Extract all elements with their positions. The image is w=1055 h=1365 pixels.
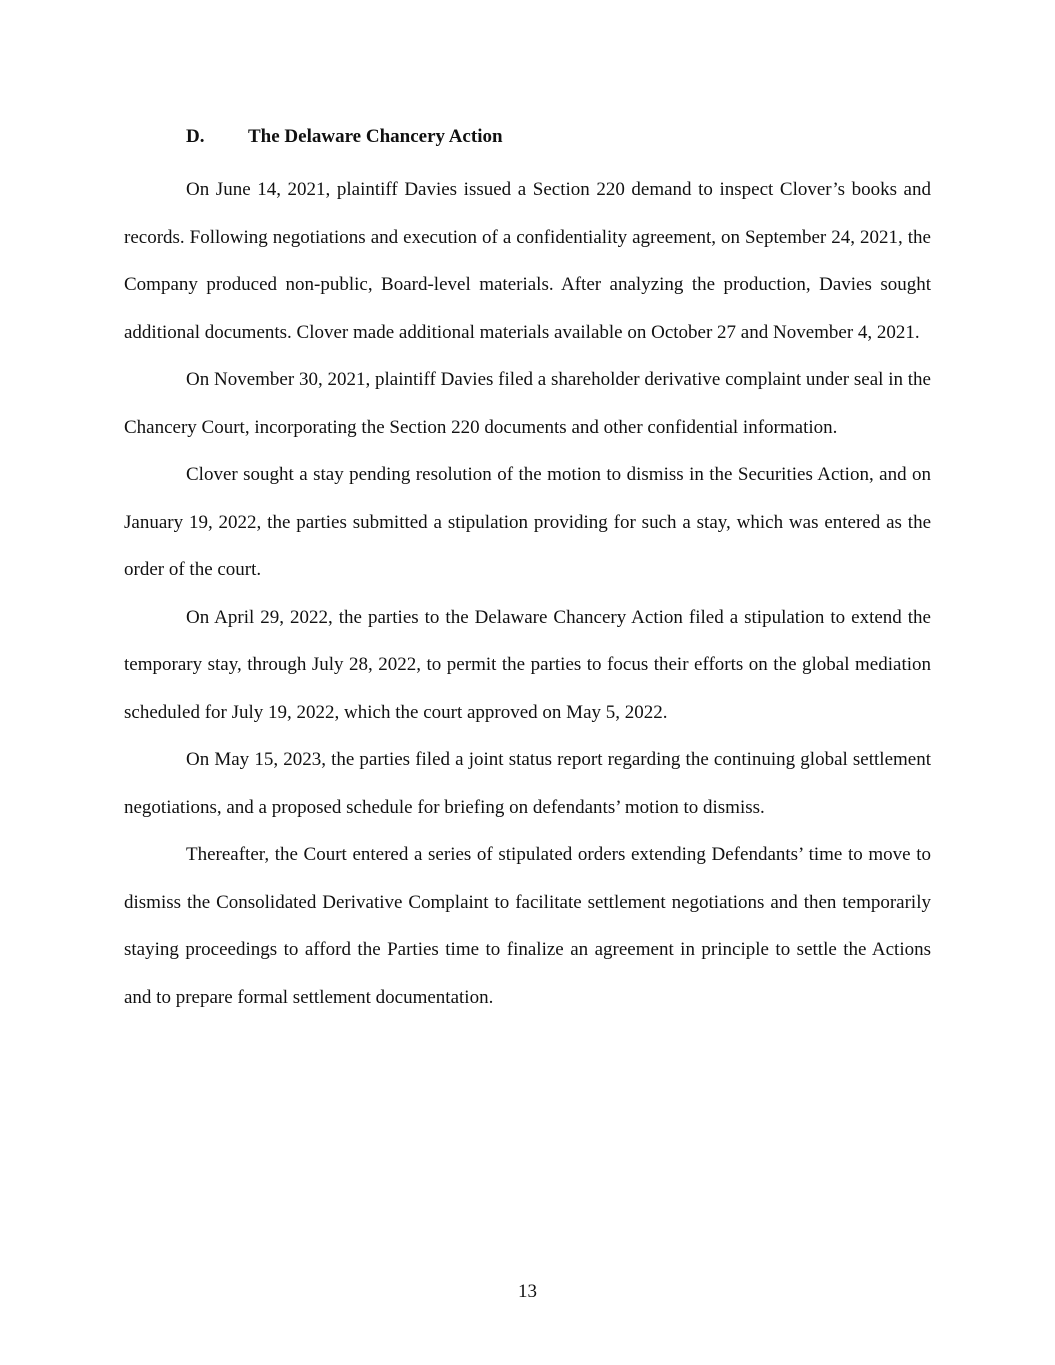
paragraph-stipulated-orders: Thereafter, the Court entered a series of stipulated orders extending Defendants’ time to move to dismiss the Consolidated Derivative Complaint to facilitate settlement negotiations and then temporarily staying proceedings to afford the Parties time to finalize an agreement in principle to settle the Actions and to prepare formal settlement documentation. <box>124 844 931 1008</box>
section-title: The Delaware Chancery Action <box>248 126 503 147</box>
paragraph-stay-extension: On April 29, 2022, the parties to the Delaware Chancery Action filed a stipulation to extend the temporary stay, through July 28, 2022, to permit the parties to focus their efforts on the global mediation scheduled for July 19, 2022, which the court approved on May 5, 2022. <box>124 606 931 723</box>
section-heading <box>124 119 931 155</box>
page-body <box>124 119 931 1021</box>
paragraph-derivative-complaint: On November 30, 2021, plaintiff Davies filed a shareholder derivative complaint under seal in the Chancery Court, incorporating the Section 220 documents and other confidential information. <box>124 369 931 438</box>
paragraph-section-220-demand: On June 14, 2021, plaintiff Davies issued a Section 220 demand to inspect Clover’s books and records. Following negotiations and execution of a confidentiality agreement, on September 24, 2021, the Company produced non-public, Board-level materials. After analyzing the production, Davies sought additional documents. Clover made additional materials available on October 27 and November 4, 2021. <box>124 179 931 343</box>
section-letter: D. <box>186 126 205 147</box>
paragraph-stay-stipulation: Clover sought a stay pending resolution of the motion to dismiss in the Securities Action, and on January 19, 2022, the parties submitted a stipulation providing for such a stay, which was entered as the order of the court. <box>124 464 931 580</box>
page-number: 13 <box>518 1281 537 1302</box>
paragraph-status-report: On May 15, 2023, the parties filed a joint status report regarding the continuing global settlement negotiations, and a proposed schedule for briefing on defendants’ motion to dismiss. <box>124 749 931 818</box>
